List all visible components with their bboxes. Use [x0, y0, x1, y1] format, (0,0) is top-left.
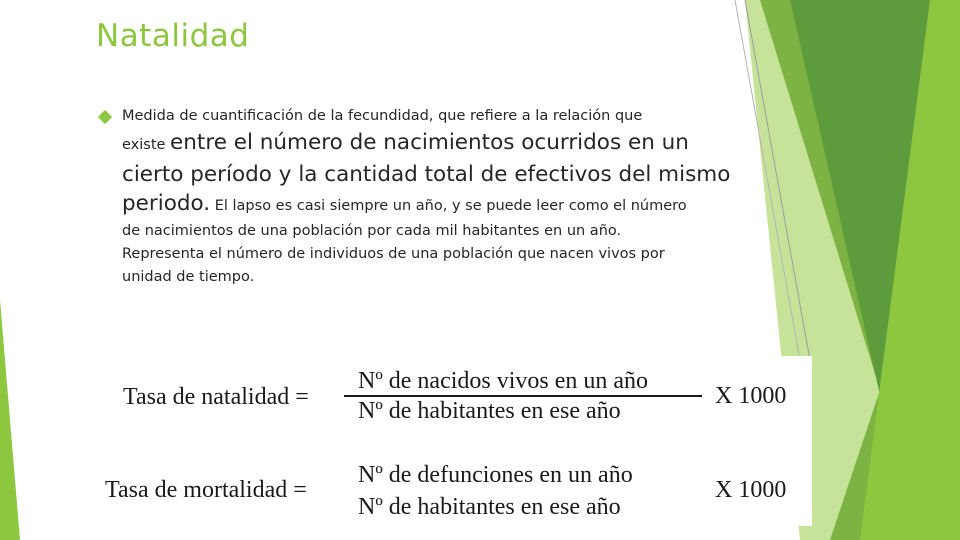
body-line-2-small: existe [122, 137, 171, 153]
body-line-6: Representa el número de individuos de una población que nacen vivos por [122, 246, 665, 262]
natalidad-multiplier: X 1000 [715, 383, 787, 409]
natalidad-label: Tasa de natalidad = [123, 384, 309, 410]
natalidad-fraction-line [344, 395, 702, 397]
body-line-4-small: El lapso es casi siempre un año, y se puede leer como el número [210, 198, 687, 214]
mortalidad-multiplier: X 1000 [715, 477, 787, 503]
body-line-5: de nacimientos de una población por cada mil habitantes en un año. [122, 223, 622, 239]
mortalidad-numerator: Nº de defunciones en un año [358, 462, 633, 488]
body-line-2-big: entre el número de nacimientos ocurridos en un [170, 130, 689, 155]
natalidad-numerator: Nº de nacidos vivos en un año [358, 368, 649, 394]
page-title: Natalidad [96, 18, 250, 54]
natalidad-denominator: Nº de habitantes en ese año [358, 398, 621, 424]
body-line-7: unidad de tiempo. [122, 269, 255, 285]
body-line-4-big: periodo. [122, 191, 211, 216]
left-decoration-shape [0, 300, 20, 540]
body-line-3: cierto período y la cantidad total de efectivos del mismo [122, 162, 731, 187]
mortalidad-denominator: Nº de habitantes en ese año [358, 494, 621, 520]
body-text [122, 104, 772, 289]
body-line-1: Medida de cuantificación de la fecundidad, que refiere a la relación que [122, 108, 643, 124]
formula-panel [86, 356, 812, 526]
mortalidad-label: Tasa de mortalidad = [105, 477, 307, 503]
